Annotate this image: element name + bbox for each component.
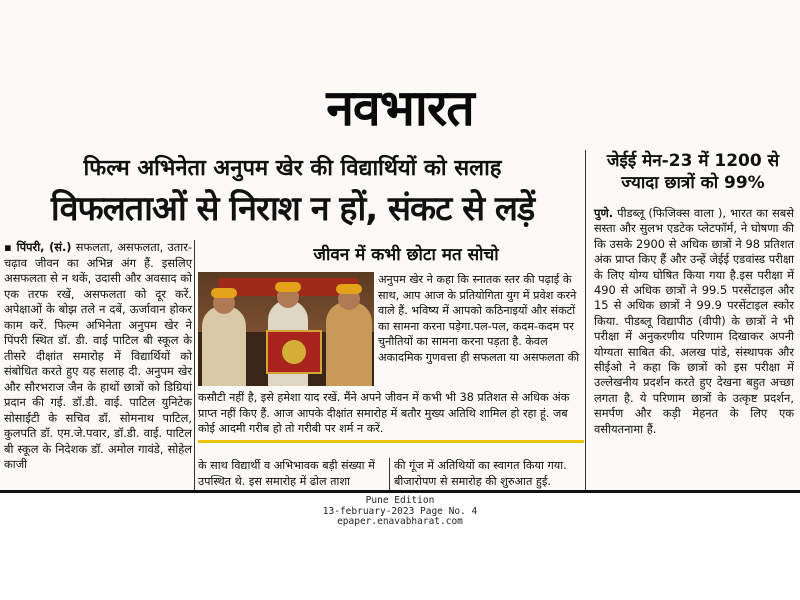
award-plaque: [266, 330, 322, 374]
inset-text-wide: कसौटी नहीं है, इसे हमेशा याद रखें. मैंने अपने जीवन में कभी भी 38 प्रतिशत से अधिक अंक प्राप्त नहीं किए हैं. आज आपके दीक्षांत समारोह में बतौर मुख्य अतिथि शामिल हो रहा हूं. जब कोई आदमी गरीब हो तो गरीबी पर शर्म न करें.: [198, 391, 570, 436]
main-dateline: पिंपरी, (सं.): [16, 240, 72, 254]
main-story: [0, 140, 585, 492]
footer: [0, 496, 800, 528]
main-headline: विफलताओं से निराश न हों, संकट से लड़ें: [50, 189, 535, 229]
bullet-square-icon: ▪: [4, 240, 17, 254]
bottom-column-a: के साथ विद्यार्थी व अभिभावक बड़ी संख्या में उपस्थित थे. इस समारोह में ढोल ताशा: [198, 459, 375, 488]
side-dateline: पुणे.: [594, 206, 614, 220]
bottom-column-b: की गूंज में अतिथियों का स्वागत किया गया. बीजारोपण से समारोह की शुरुआत हुई.: [394, 459, 567, 488]
side-body-text: पीडब्लू (फिजिक्स वाला ), भारत का सबसे सस्ता और सुलभ एडटेक प्लेटफॉर्म, ने घोषणा की कि उसके 2900 से अधिक छात्रों ने 98 प्रतिशत अंक प्राप्त किए हैं और उन्हें जेईई एडवांस्ड परीक्षा के लिए योग्य घोषित किया गया है.इस परीक्षा में 490 से अधिक छात्रों ने 99.5 परसेंटाइल और 15 से अधिक छात्रों ने 99.9 परसेंटाइल स्कोर किया. पीडब्लू विद्यापीठ (वीपी) के छात्रों ने भी परीक्षा में अनुकरणीय परिणाम दिखाकर अपनी योग्यता साबित की. अलख पांडे, संस्थापक और सीईओ ने कहा कि छात्रों को इस परीक्षा में उल्लेखनीय प्रदर्शन करते हुए देखना बहुत अच्छा लगता है. ये परिणाम छात्रों के उत्कृष्ट प्रदर्शन, समर्पण और कड़ी मेहनत के लिए एक वसीयतनामा हैं.: [594, 206, 794, 436]
column-divider: [194, 240, 195, 490]
footer-url: epaper.enavabharat.com: [337, 516, 463, 527]
main-left-column-text: सफलता, असफलता, उतार-चढ़ाव जीवन का अभिन्न अंग हैं. इसलिए असफलता से न थकें, उदासी और अवसाद को एक तरफ रखें, असफलता को दूर करें. अपेक्षाओं के बोझ तले न दबें, ऊर्जावान होकर काम करें. फिल्म अभिनेता अनुपम खेर ने पिंपरी स्थित डॉ. डी. वाई पाटिल बी स्कूल के तीसरे दीक्षांत समारोह में विद्यार्थियों को संबोधित करते हुए यह सलाह दी. अनुपम खेर और सौरभराज जैन के हाथों छात्रों को डिग्रियां प्रदान की गई. डॉ.डी. वाई. पाटिल युनिटेक सोसाईटी के सचिव डॉ. सोमनाथ पाटिल, कुलपति डॉ. एम.जे.पवार, डॉ.डी. वाई. पाटिल बी स्कूल के निदेशक डॉ. अमोल गावंडे, सोहेल काजी: [4, 240, 193, 471]
yellow-divider: [198, 440, 584, 443]
award-photo: [198, 272, 374, 386]
main-subhead: फिल्म अभिनेता अनुपम खेर की विद्यार्थियों को सलाह: [83, 156, 502, 181]
main-left-column: [4, 240, 192, 473]
side-story: [586, 150, 800, 492]
inset-text: अनुपम खेर ने कहा कि स्नातक स्तर की पढ़ाई के साथ, आप आज के प्रतियोगिता युग में प्रवेश करने वाले हैं. भविष्य में आपको कठिनाइयों और संकटों का सामना करना पड़ेगा.पल-पल, कदम-कदम पर चुनौतियों का सामना करना पड़ता है. केवल अकादमिक गुणवत्ता ही सफलता या असफलता की: [378, 273, 580, 364]
side-body: [594, 206, 794, 437]
column-divider: [389, 458, 390, 492]
inset-title: जीवन में कभी छोटा मत सोचो: [313, 245, 499, 265]
side-headline: जेईई मेन-23 में 1200 से ज्यादा छात्रों को 99%: [606, 151, 780, 193]
footer-rule: [0, 490, 800, 493]
masthead: नवभारत: [326, 79, 474, 137]
footer-date-page: 13-february-2023 Page No. 4: [322, 505, 478, 517]
footer-edition: Pune Edition: [365, 495, 435, 506]
